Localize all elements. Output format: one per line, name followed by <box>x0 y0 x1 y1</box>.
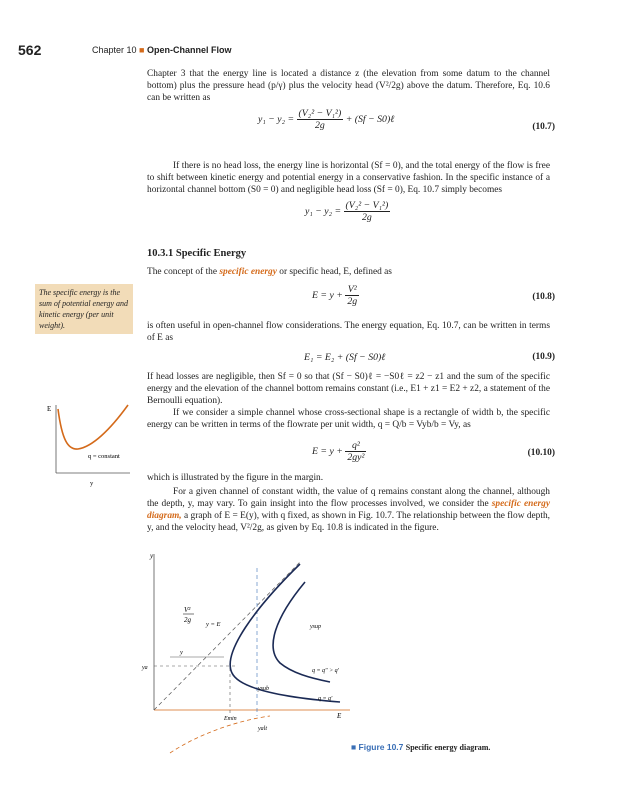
margin-fig-curve <box>58 405 128 449</box>
fig-curve-q-double-prime <box>273 582 330 682</box>
equation-10-7 <box>258 108 394 131</box>
page-number: 562 <box>18 42 42 58</box>
chapter-title: Open-Channel Flow <box>147 45 232 55</box>
paragraph-margin-figure-ref: which is illustrated by the figure in the margin. <box>147 473 324 483</box>
equation-number-10-9: (10.9) <box>532 352 555 362</box>
paragraph-no-head-loss: If there is no head loss, the energy line is horizontal (Sf = 0), and the total energy of the flow is free to shift between kinetic energy and potential energy in a conservative fashion. In the specific instance of a horizontal channel bottom (S0 = 0) and negligible head loss (Sf = 0), Eq. 10.7 simply becomes <box>147 161 550 195</box>
equation-10-10 <box>312 440 366 463</box>
p3-before: The concept of the <box>147 267 218 277</box>
p3-after: or specific head, E, defined as <box>279 267 392 277</box>
p8-after: a graph of E = E(y), with q fixed, as shown in Fig. 10.7. The relationship between the flow depth, y, and the velocity head, V²/2g, as given by Eq. 10.8 is indicated in the figure. <box>147 511 550 533</box>
fig-curve-negative-branch <box>170 716 270 753</box>
keyword-specific-energy: specific energy <box>219 267 277 277</box>
eq107-denominator: 2g <box>315 120 325 131</box>
paragraph-energy-equation: is often useful in open-channel flow considerations. The energy equation, Eq. 10.7, can be written in terms of E as <box>147 321 550 343</box>
specific-energy-diagram <box>140 548 360 758</box>
fig-label-y-eq-e: y = E <box>206 621 221 628</box>
eq1010-lhs: E = y + <box>312 445 343 457</box>
eq-noloss-numerator: (V₂² − V₁²) <box>345 200 389 211</box>
equation-number-10-8: (10.8) <box>532 292 555 302</box>
eq107-numerator: (V₂² − V₁²) <box>298 108 342 119</box>
fig-label-2g: 2g <box>184 616 191 624</box>
caption-square-icon: ■ <box>351 742 357 752</box>
eq1010-numerator: q² <box>345 440 366 452</box>
chapter-number: Chapter 10 <box>92 45 137 55</box>
fig-label-q-greater: q = q" > q' <box>312 668 339 674</box>
paragraph-intro: Chapter 3 that the energy line is located a distance z (the elevation from some datum to the channel bottom) plus the pressure head (p/γ) plus the velocity head (V²/2g) above the datum. Therefore, Eq. 10.6 can be written as <box>147 69 550 103</box>
equation-number-10-7: (10.7) <box>532 122 555 132</box>
eq107-lhs: y₁ − y₂ = <box>258 113 295 125</box>
paragraph-specific-energy-diagram <box>147 486 550 534</box>
eq108-numerator: V² <box>345 284 359 296</box>
header-square-icon: ■ <box>139 45 145 55</box>
fig-label-ysub: ysub <box>258 686 269 692</box>
margin-fig-x-label: y <box>90 480 94 487</box>
eq-noloss-denominator: 2g <box>362 212 372 223</box>
eq1010-denominator: 2gy² <box>347 452 365 463</box>
fig-line-y-equals-e <box>154 562 300 710</box>
fig-label-yalt: yalt <box>258 726 267 732</box>
equation-10-9: E₁ = E₂ + (Sf − S0)ℓ <box>304 352 386 363</box>
fig-label-ya: ya <box>142 665 148 671</box>
figure-caption <box>351 742 490 752</box>
eq107-rhs: + (Sf − S0)ℓ <box>345 113 395 125</box>
keyword-specific-energy-diagram: specific energy diagram, <box>147 499 551 521</box>
fig-label-emin: Emin <box>224 716 237 722</box>
fig-y-label: y <box>150 552 154 560</box>
eq108-lhs: E = y + <box>312 289 343 301</box>
equation-10-8 <box>312 284 359 307</box>
margin-figure <box>30 395 140 490</box>
fig-label-q-prime: q = q' <box>318 696 333 702</box>
fig-x-label: E <box>337 712 342 720</box>
fig-label-ysup: ysup <box>310 624 321 630</box>
fig-label-v2: V² <box>184 606 191 614</box>
paragraph-rectangular-channel: If we consider a simple channel whose cross-sectional shape is a rectangle of width b, the specific energy can be written in terms of the flowrate per unit width, q = Q/b = Vyb/b = Vy, as <box>147 408 550 430</box>
equation-number-10-10: (10.10) <box>527 448 555 458</box>
margin-note: The specific energy is the sum of potential energy and kinetic energy (per unit weight). <box>35 284 133 334</box>
equation-no-loss <box>305 200 390 223</box>
running-header <box>92 45 232 55</box>
margin-fig-y-label: E <box>47 405 52 413</box>
margin-fig-curve-label: q = constant <box>88 453 120 460</box>
fig-label-y: y <box>180 649 183 656</box>
caption-figure-number: Figure 10.7 <box>358 742 404 752</box>
section-heading: 10.3.1 Specific Energy <box>147 248 247 259</box>
eq-noloss-lhs: y₁ − y₂ = <box>305 205 342 217</box>
paragraph-specific-energy-concept <box>147 266 550 278</box>
eq108-denominator: 2g <box>347 296 358 307</box>
paragraph-head-losses: If head losses are negligible, then Sf = 0 so that (Sf − S0)ℓ = −S0ℓ = z2 − z1 and the sum of the specific energy and the elevation of the channel bottom remains constant (i.e., E1 + z1 = E2 + z2, a statement of the Bernoulli equation). <box>147 372 550 406</box>
p8-before: For a given channel of constant width, the value of q remains constant along the channel, although the depth, y, may vary. To gain insight into the flow processes involved, we consider the <box>147 487 550 509</box>
caption-description: Specific energy diagram. <box>405 743 491 752</box>
